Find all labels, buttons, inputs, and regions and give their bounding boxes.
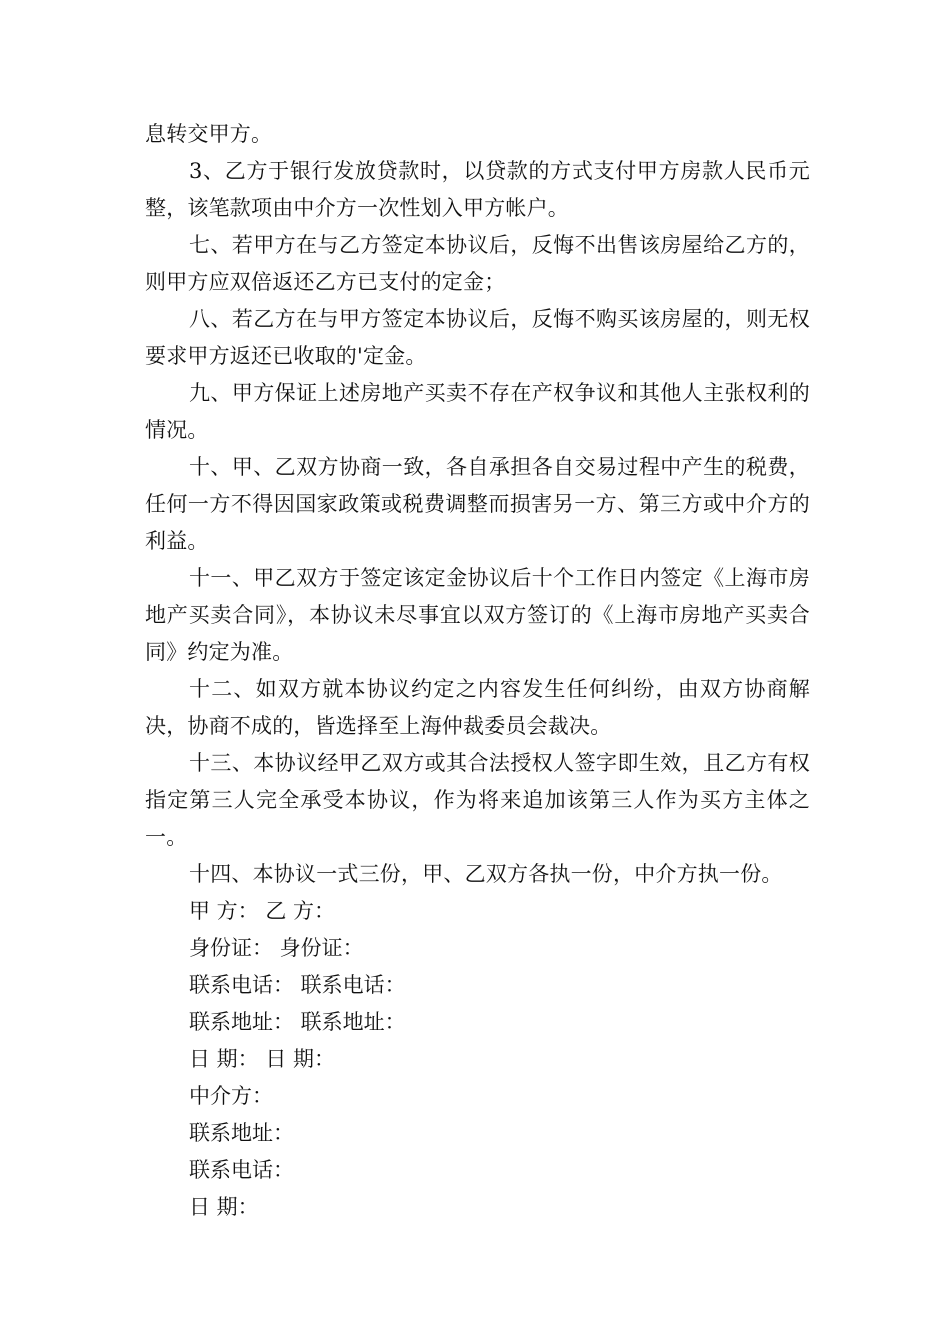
signature-party-line: 甲 方： 乙 方： (189, 899, 336, 923)
paragraph: 九、甲方保证上述房地产买卖不存在产权争议和其他人主张权利的情况。 (145, 381, 810, 442)
paragraph: 十三、本协议经甲乙双方或其合法授权人签字即生效，且乙方有权指定第三人完全承受本协议，作为将来追加该第三人作为买方主体之一。 (145, 751, 810, 849)
paragraph: 十、甲、乙双方协商一致，各自承担各自交易过程中产生的税费，任何一方不得因国家政策或税费调整而损害另一方、第三方或中介方的利益。 (145, 455, 810, 553)
signature-block (145, 893, 810, 1226)
paragraph: 息转交甲方。 (145, 122, 273, 146)
paragraph: 十一、甲乙双方于签定该定金协议后十个工作日内签定《上海市房地产买卖合同》，本协议未尽事宜以双方签订的《上海市房地产买卖合同》约定为准。 (145, 566, 810, 664)
agent-phone-line: 联系电话： (189, 1158, 294, 1182)
paragraph: 十二、如双方就本协议约定之内容发生任何纠纷，由双方协商解决，协商不成的，皆选择至上海仲裁委员会裁决。 (145, 677, 810, 738)
document-body (145, 116, 810, 1226)
agent-address-line: 联系地址： (189, 1121, 294, 1145)
paragraph: 七、若甲方在与乙方签定本协议后，反悔不出售该房屋给乙方的，则甲方应双倍返还乙方已支付的定金； (145, 233, 810, 294)
paragraph: 十四、本协议一式三份，甲、乙双方各执一份，中介方执一份。 (189, 862, 783, 886)
signature-phone-line: 联系电话： 联系电话： (189, 973, 406, 997)
agent-line: 中介方： (189, 1084, 273, 1108)
agent-date-line: 日 期： (189, 1195, 259, 1219)
signature-address-line: 联系地址： 联系地址： (189, 1010, 406, 1034)
paragraph: 八、若乙方在与甲方签定本协议后，反悔不购买该房屋的，则无权要求甲方返还已收取的'定金。 (145, 307, 810, 368)
paragraph: 3、乙方于银行发放贷款时，以贷款的方式支付甲方房款人民币元整，该笔款项由中介方一次性划入甲方帐户。 (145, 159, 810, 220)
signature-id-line: 身份证： 身份证： (189, 936, 364, 960)
signature-date-line: 日 期： 日 期： (189, 1047, 336, 1071)
